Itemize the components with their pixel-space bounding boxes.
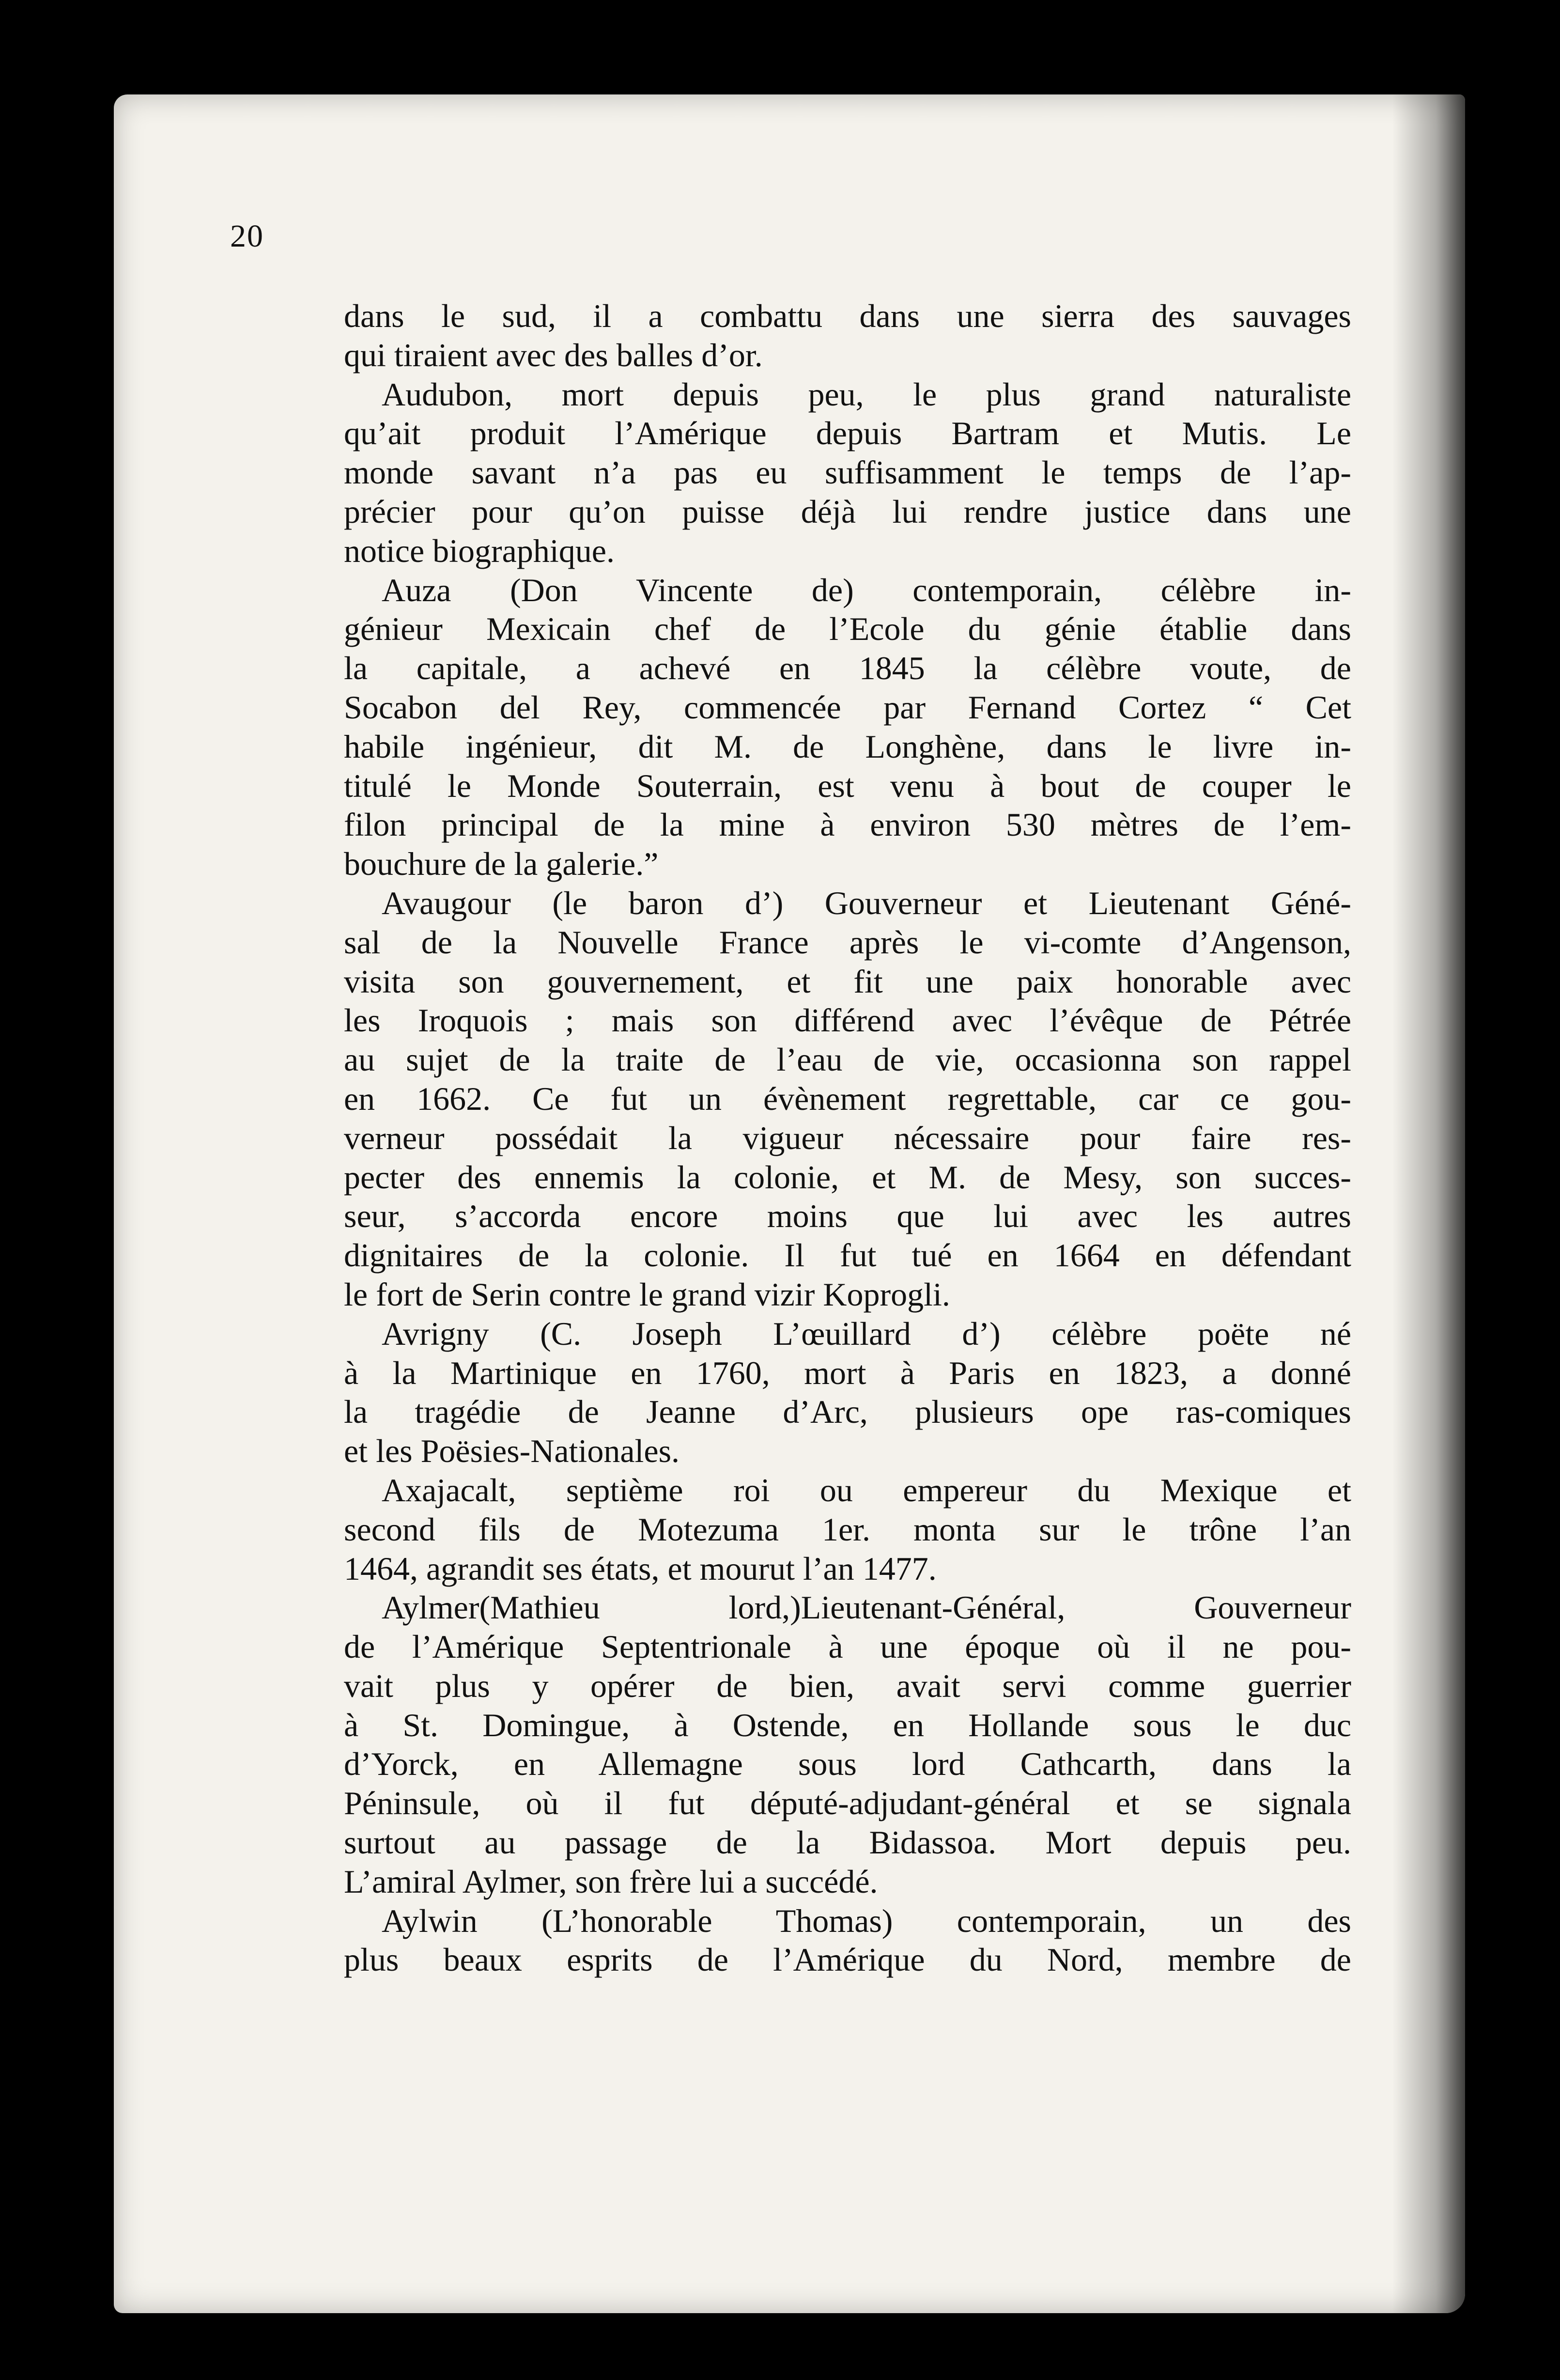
text-line: seur, s’accorda encore moins que lui avec les autres — [344, 1198, 1351, 1235]
text-line: à St. Domingue, à Ostende, en Hollande sous le duc — [344, 1706, 1351, 1743]
text-line: notice biographique. — [344, 532, 615, 569]
text-line: en 1662. Ce fut un évènement regrettable, car ce gou- — [344, 1080, 1351, 1117]
text-line: visita son gouvernement, et fit une paix honorable avec — [344, 963, 1351, 1000]
text-line: Péninsule, où il fut député-adjudant-général et se signala — [344, 1785, 1351, 1822]
text-line: génieur Mexicain chef de l’Ecole du génie établie dans — [344, 610, 1351, 648]
text-line: de l’Amérique Septentrionale à une époque où il ne pou- — [344, 1628, 1351, 1665]
text-line: d’Yorck, en Allemagne sous lord Cathcarth, dans la — [344, 1745, 1351, 1783]
text-line: Avaugour (le baron d’) Gouverneur et Lieutenant Géné- — [382, 884, 1351, 921]
text-line: Aylmer(Mathieu lord,)Lieutenant-Général, Gouverneur — [382, 1589, 1351, 1626]
text-line: Auza (Don Vincente de) contemporain, célèbre in- — [382, 571, 1351, 608]
text-line: précier pour qu’on puisse déjà lui rendre justice dans une — [344, 493, 1351, 530]
text-line: Avrigny (C. Joseph L’œuillard d’) célèbre poëte né — [382, 1315, 1351, 1352]
text-line: pecter des ennemis la colonie, et M. de Mesy, son succes- — [344, 1158, 1351, 1196]
text-line: le fort de Serin contre le grand vizir Koprogli. — [344, 1276, 950, 1313]
text-line: vait plus y opérer de bien, avait servi comme guerrier — [344, 1667, 1351, 1704]
text-line: les Iroquois ; mais son différend avec l’évêque de Pétrée — [344, 1002, 1351, 1039]
text-line: dans le sud, il a combattu dans une sierra des sauvages — [344, 297, 1351, 334]
page-edge-shadow — [1392, 94, 1465, 2313]
text-line: monde savant n’a pas eu suffisamment le temps de l’ap- — [344, 454, 1351, 491]
text-line: qu’ait produit l’Amérique depuis Bartram et Mutis. Le — [344, 415, 1351, 452]
page-number: 20 — [230, 218, 264, 254]
text-line: verneur possédait la vigueur nécessaire pour faire res- — [344, 1119, 1351, 1156]
text-line: Aylwin (L’honorable Thomas) contemporain, un des — [382, 1902, 1351, 1939]
text-line: bouchure de la galerie.” — [344, 845, 659, 883]
body-text — [344, 296, 1351, 1979]
text-line: à la Martinique en 1760, mort à Paris en 1823, a donné — [344, 1354, 1351, 1391]
text-line: surtout au passage de la Bidassoa. Mort depuis peu. — [344, 1824, 1351, 1861]
text-line: la tragédie de Jeanne d’Arc, plusieurs ope ras-comiques — [344, 1393, 1351, 1431]
text-line: qui tiraient avec des balles d’or. — [344, 336, 763, 373]
text-line: habile ingénieur, dit M. de Longhène, dans le livre in- — [344, 728, 1351, 765]
text-line: et les Poësies-Nationales. — [344, 1432, 680, 1470]
text-line: plus beaux esprits de l’Amérique du Nord, membre de — [344, 1941, 1351, 1978]
text-line: Socabon del Rey, commencée par Fernand Cortez “ Cet — [344, 688, 1351, 726]
text-line: filon principal de la mine à environ 530 mètres de l’em- — [344, 806, 1351, 843]
text-line: second fils de Motezuma 1er. monta sur le trône l’an — [344, 1510, 1351, 1548]
text-line: L’amiral Aylmer, son frère lui a succédé. — [344, 1863, 878, 1900]
text-line: titulé le Monde Souterrain, est venu à bout de couper le — [344, 767, 1351, 804]
text-line: Audubon, mort depuis peu, le plus grand naturaliste — [382, 375, 1351, 413]
text-line: dignitaires de la colonie. Il fut tué en 1664 en défendant — [344, 1237, 1351, 1274]
text-line: sal de la Nouvelle France après le vi-comte d’Angenson, — [344, 923, 1351, 961]
text-line: la capitale, a achevé en 1845 la célèbre voute, de — [344, 650, 1351, 687]
text-line: au sujet de la traite de l’eau de vie, occasionna son rappel — [344, 1041, 1351, 1078]
text-line: 1464, agrandit ses états, et mourut l’an 1477. — [344, 1550, 937, 1587]
text-line: Axajacalt, septième roi ou empereur du Mexique et — [382, 1471, 1351, 1509]
